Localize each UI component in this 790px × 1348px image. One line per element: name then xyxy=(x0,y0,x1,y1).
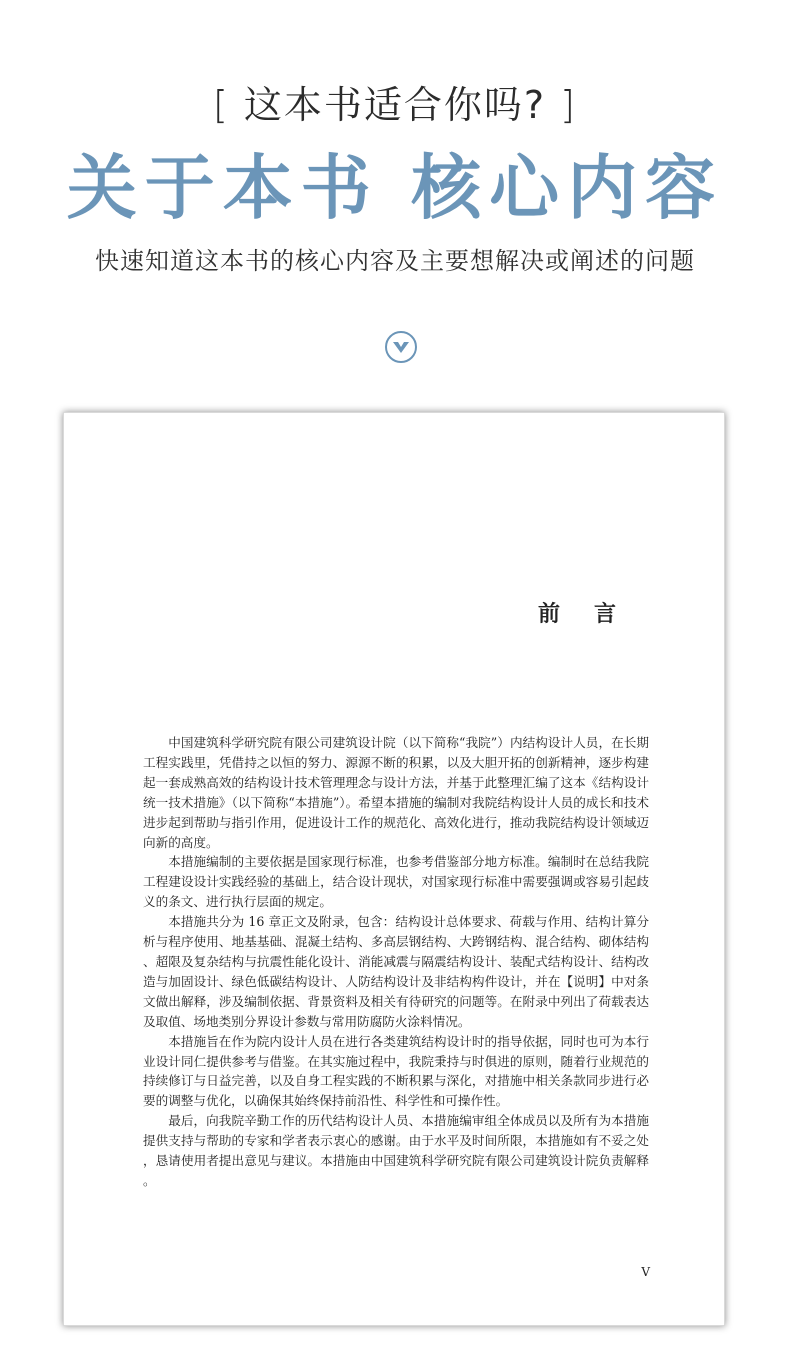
subtitle: 快速知道这本书的核心内容及主要想解决或阐述的问题 xyxy=(95,247,695,275)
question-line xyxy=(0,82,790,128)
chevron-down-circle-icon[interactable] xyxy=(384,330,418,364)
right-bracket: ] xyxy=(560,83,577,127)
page-number: V xyxy=(641,1265,650,1279)
paragraph: 最后，向我院辛勤工作的历代结构设计人员、本措施编审组全体成员以及所有为本措施提供支持与帮助的专家和学者表示衷心的感谢。由于水平及时间所限，本措施如有不妥之处，恳请使用者提出意见与建议。本措施由中国建筑科学研究院有限公司建筑设计院负责解释。 xyxy=(143,1113,649,1188)
book-page xyxy=(63,412,725,1326)
page-heading: 前言 xyxy=(537,601,650,627)
paragraph: 中国建筑科学研究院有限公司建筑设计院（以下简称“我院”）内结构设计人员，在长期工程实践里，凭借持之以恒的努力、源源不断的积累，以及大胆开拓的创新精神，逐步构建起一套成熟高效的结构设计技术管理理念与设计方法，并基于此整理汇编了这本《结构设计统一技术措施》（以下简称“本措施”）。希望本措施的编制对我院结构设计人员的成长和技术进步起到帮助与指引作用，促进设计工作的规范化、高效化进行，推动我院结构设计领域迈向新的高度。 xyxy=(143,735,649,850)
question-text: 这本书适合你吗? xyxy=(243,83,547,127)
promo-header xyxy=(0,0,790,410)
left-bracket: [ xyxy=(212,83,230,127)
paragraph: 本措施编制的主要依据是国家现行标准，也参考借鉴部分地方标准。编制时在总结我院工程建设设计实践经验的基础上，结合设计现状，对国家现行标准中需要强调或容易引起歧义的条文、进行执行层面的规定。 xyxy=(143,854,649,910)
paragraph: 本措施旨在作为院内设计人员在进行各类建筑结构设计时的指导依据，同时也可为本行业设计同仁提供参考与借鉴。在其实施过程中，我院秉持与时俱进的原则，随着行业规范的持续修订与日益完善，以及自身工程实践的不断积累与深化，对措施中相关条款同步进行必要的调整与优化，以确保其始终保持前沿性、科学性和可操作性。 xyxy=(143,1033,649,1109)
paragraph: 本措施共分为 16 章正文及附录，包含：结构设计总体要求、荷载与作用、结构计算分析与程序使用、地基基础、混凝土结构、多高层钢结构、大跨钢结构、混合结构、砌体结构、超限及复杂结构与抗震性能化设计、消能减震与隔震结构设计、装配式结构设计、结构改造与加固设计、绿色低碳结构设计、人防结构设计及非结构构件设计，并在【说明】中对条文做出解释，涉及编制依据、背景资料及相关有待研究的问题等。在附录中列出了荷载表达及取值、场地类别分界设计参数与常用防腐防火涂料情况。 xyxy=(143,914,649,1029)
page-body xyxy=(143,733,649,1191)
main-title: 关于本书 核心内容 xyxy=(66,146,724,229)
